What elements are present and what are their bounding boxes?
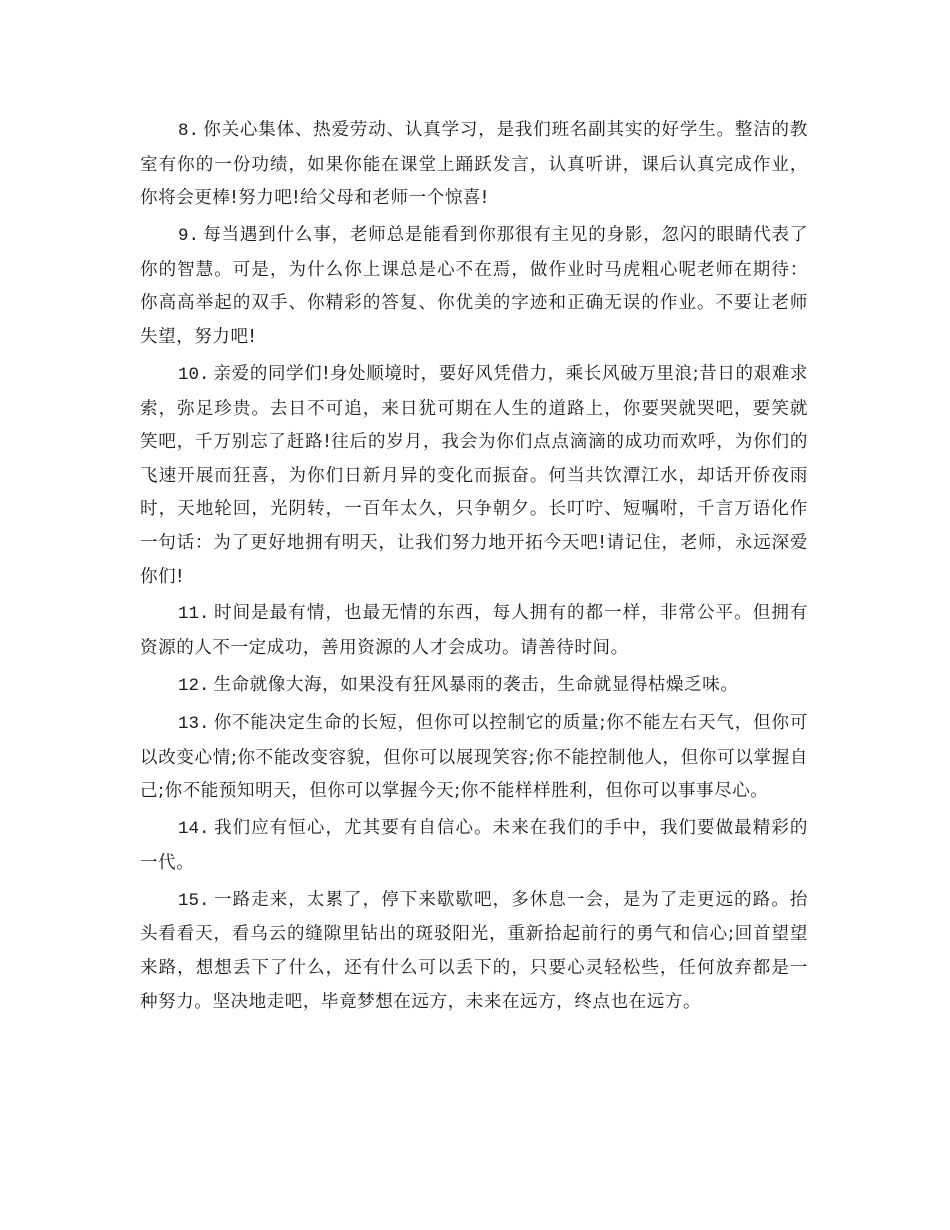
item-number: 8. [178, 121, 200, 141]
item-number: 14. [178, 819, 210, 840]
paragraph-text: 时间是最有情，也最无情的东西，每人拥有的都一样，非常公平。但拥有资源的人不一定成功，善用资源的人才会成功。请善待时间。 [140, 603, 808, 659]
item-number: 10. [178, 364, 210, 385]
paragraph-12 [140, 669, 808, 704]
document-body [140, 114, 808, 1023]
paragraph-text: 你不能决定生命的长短，但你可以控制它的质量;你不能左右天气，但你可以改变心情;你不能改变容貌，但你可以展现笑容;你不能控制他人，但你可以掌握自己;你不能预知明天，但你可以掌握今天;你不能样样胜利，但你可以事事尽心。 [140, 713, 808, 802]
paragraph-9 [140, 219, 808, 354]
paragraph-11 [140, 597, 808, 665]
paragraph-14 [140, 812, 808, 880]
paragraph-text: 亲爱的同学们!身处顺境时，要好风凭借力，乘长风破万里浪;昔日的艰难求索，弥足珍贵。去日不可追，来日犹可期在人生的道路上，你要哭就哭吧，要笑就笑吧，千万别忘了赶路!往后的岁月，我会为你们点点滴滴的成功而欢呼，为你们的飞速开展而狂喜，为你们日新月异的变化而振奋。何当共饮潭江水，却话开侨夜雨时，天地轮回，光阴转，一百年太久，只争朝夕。长叮咛、短嘱咐，千言万语化作一句话：为了更好地拥有明天，让我们努力地开拓今天吧!请记住，老师，永远深爱你们! [140, 363, 808, 587]
paragraph-text: 生命就像大海，如果没有狂风暴雨的袭击，生命就显得枯燥乏味。 [213, 675, 739, 696]
item-number: 11. [178, 604, 210, 625]
paragraph-13 [140, 707, 808, 809]
paragraph-text: 你关心集体、热爱劳动、认真学习，是我们班名副其实的好学生。整洁的教室有你的一份功绩，如果你能在课堂上踊跃发言，认真听讲，课后认真完成作业，你将会更棒!努力吧!给父母和老师一个惊喜! [140, 120, 808, 209]
paragraph-text: 每当遇到什么事，老师总是能看到你那很有主见的身影，忽闪的眼睛代表了你的智慧。可是，为什么你上课总是心不在焉，做作业时马虎粗心呢老师在期待：你高高举起的双手、你精彩的答复、你优美的字迹和正确无误的作业。不要让老师失望，努力吧! [140, 225, 808, 347]
paragraph-text: 我们应有恒心，尤其要有自信心。未来在我们的手中，我们要做最精彩的一代。 [140, 818, 808, 873]
item-number: 12. [178, 676, 210, 697]
item-number: 15. [178, 890, 210, 911]
item-number: 9. [178, 226, 200, 247]
paragraph-text: 一路走来，太累了，停下来歇歇吧，多休息一会，是为了走更远的路。抬头看看天，看乌云的缝隙里钻出的斑驳阳光，重新拾起前行的勇气和信心;回首望望来路，想想丢下了什么，还有什么可以丢下的，只要心灵轻松些，任何放弃都是一种努力。坚决地走吧，毕竟梦想在远方，未来在远方，终点也在远方。 [140, 889, 808, 1012]
paragraph-8 [140, 114, 808, 216]
paragraph-10 [140, 358, 808, 594]
item-number: 13. [178, 714, 210, 735]
paragraph-15 [140, 884, 808, 1019]
